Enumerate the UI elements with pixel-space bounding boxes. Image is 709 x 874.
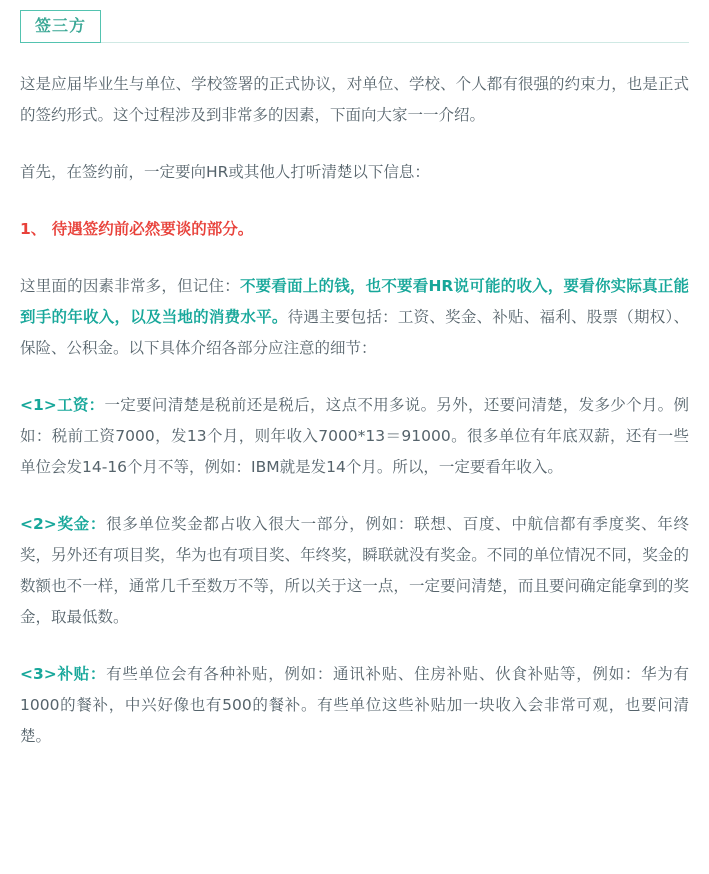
- section-badge: 签三方: [20, 10, 101, 43]
- item-1-body-highlight: 不要看面上的钱，也不要看HR说可能的收入，要看你实际真正能到手的年收入，以及当地的消费水平。: [20, 277, 689, 326]
- sub-2-label: <2>奖金：: [20, 515, 107, 533]
- paragraph-sub-1: [20, 390, 689, 483]
- paragraph-before-sign: 首先，在签约前，一定要向HR或其他人打听清楚以下信息：: [20, 163, 430, 181]
- sub-1-label: <1>工资：: [20, 396, 105, 414]
- document-body: [20, 43, 689, 752]
- sub-3-label: <3>补贴：: [20, 665, 107, 683]
- sub-2-text: 很多单位奖金都占收入很大一部分，例如：联想、百度、中航信都有季度奖、年终奖，另外还有项目奖，华为也有项目奖、年终奖，瞬联就没有奖金。不同的单位情况不同，奖金的数额也不一样，通常几千至数万不等，所以关于这一点，一定要问清楚，而且要问确定能拿到的奖金，取最低数。: [20, 515, 689, 626]
- section-title-area: [20, 0, 689, 43]
- heading-item-1-number: 1、: [20, 220, 47, 238]
- item-1-body-pre: 这里面的因素非常多，但记住：: [20, 277, 240, 295]
- paragraph-item-1-body: [20, 271, 689, 364]
- paragraph-intro: 这是应届毕业生与单位、学校签署的正式协议，对单位、学校、个人都有很强的约束力，也是正式的签约形式。这个过程涉及到非常多的因素，下面向大家一一介绍。: [20, 75, 689, 124]
- heading-item-1-text: 待遇签约前必然要谈的部分。: [51, 220, 254, 238]
- paragraph-sub-2: [20, 509, 689, 633]
- paragraph-sub-3: [20, 659, 689, 752]
- item-1-body-post: 待遇主要包括：工资、奖金、补贴、福利、股票（期权）、保险、公积金。以下具体介绍各部分应注意的细节：: [20, 308, 689, 357]
- heading-item-1: [20, 214, 689, 245]
- sub-1-text: 一定要问清楚是税前还是税后，这点不用多说。另外，还要问清楚，发多少个月。例如：税前工资7000，发13个月，则年收入7000*13＝91000。很多单位有年底双薪，还有一些单位会发14-16个月不等，例如：IBM就是发14个月。所以，一定要看年收入。: [20, 396, 689, 476]
- sub-3-text: 有些单位会有各种补贴，例如：通讯补贴、住房补贴、伙食补贴等，例如：华为有1000的餐补，中兴好像也有500的餐补。有些单位这些补贴加一块收入会非常可观，也要问清楚。: [20, 665, 689, 745]
